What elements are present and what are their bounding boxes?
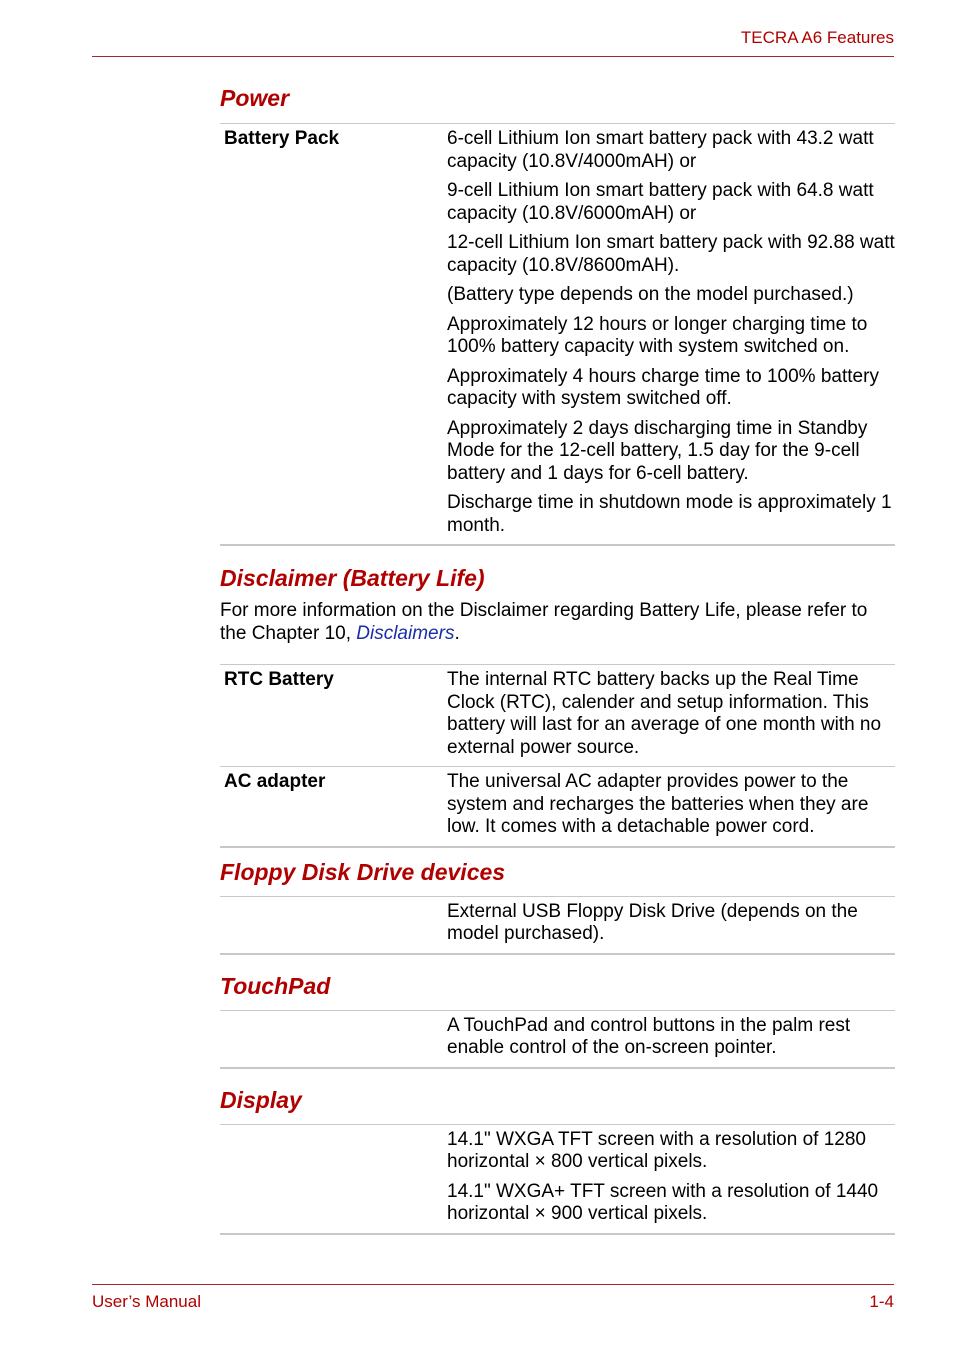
row-label-battery-pack: Battery Pack	[224, 128, 340, 149]
footer-manual-title: User’s Manual	[92, 1292, 201, 1311]
paragraph: 6-cell Lithium Ion smart battery pack with 43.2 watt capacity (10.8V/4000mAH) or	[447, 128, 874, 172]
section-heading-display: Display	[220, 1086, 302, 1113]
disclaimer-text-before: For more information on the Disclaimer regarding Battery Life, please refer to the Chapter 10,	[220, 600, 868, 644]
disclaimers-link[interactable]: Disclaimers	[356, 622, 455, 644]
floppy-table	[220, 896, 895, 955]
row-description-rtc-battery: The internal RTC battery backs up the Real Time Clock (RTC), calender and setup information. This battery will last for an average of one month with no external power source.	[447, 669, 882, 758]
row-description-battery-pack	[447, 124, 895, 546]
paragraph: Approximately 12 hours or longer charging time to 100% battery capacity with system switched on.	[447, 313, 868, 357]
table-row	[220, 665, 895, 767]
paragraph: (Battery type depends on the model purchased.)	[447, 284, 854, 305]
row-label-empty	[220, 1010, 447, 1068]
page-header-title: TECRA A6 Features	[740, 28, 894, 47]
header-rule	[92, 56, 894, 57]
row-label-rtc-battery: RTC Battery	[224, 669, 334, 690]
table-row	[220, 1124, 895, 1234]
row-description-touchpad: A TouchPad and control buttons in the palm rest enable control of the on-screen pointer.	[447, 1014, 851, 1058]
paragraph: 14.1" WXGA+ TFT screen with a resolution of 1440 horizontal × 900 vertical pixels.	[447, 1180, 879, 1224]
row-description-ac-adapter: The universal AC adapter provides power to the system and recharges the batteries when they are low. It comes with a detachable power cord.	[447, 771, 869, 837]
footer-rule	[92, 1284, 894, 1285]
page-content	[220, 84, 895, 1235]
disclaimer-text	[220, 600, 895, 645]
disclaimer-text-after: .	[454, 622, 460, 644]
paragraph: 12-cell Lithium Ion smart battery pack with 92.88 watt capacity (10.8V/8600mAH).	[447, 232, 895, 276]
row-label-ac-adapter: AC adapter	[224, 771, 326, 792]
section-heading-disclaimer: Disclaimer (Battery Life)	[220, 565, 485, 591]
paragraph: 9-cell Lithium Ion smart battery pack with 64.8 watt capacity (10.8V/6000mAH) or	[447, 180, 874, 224]
row-label-empty	[220, 896, 447, 954]
table-row	[220, 767, 895, 847]
row-description-display	[447, 1124, 895, 1234]
table-row	[220, 896, 895, 954]
table-row	[220, 1010, 895, 1068]
section-heading-floppy: Floppy Disk Drive devices	[220, 858, 506, 885]
row-description-floppy: External USB Floppy Disk Drive (depends on the model purchased).	[447, 900, 858, 944]
section-heading-touchpad: TouchPad	[220, 972, 331, 999]
paragraph: Approximately 2 days discharging time in Standby Mode for the 12-cell battery, 1.5 day for the 9-cell battery and 1 days for 6-cell battery.	[447, 417, 868, 484]
paragraph: Discharge time in shutdown mode is approximately 1 month.	[447, 492, 892, 536]
power-table	[220, 123, 895, 546]
page-number: 1-4	[869, 1292, 894, 1311]
touchpad-table	[220, 1010, 895, 1069]
table-row	[220, 124, 895, 546]
battery-adapter-table	[220, 664, 895, 848]
row-label-empty	[220, 1124, 447, 1234]
section-heading-power: Power	[220, 85, 290, 111]
paragraph: 14.1" WXGA TFT screen with a resolution of 1280 horizontal × 800 vertical pixels.	[447, 1128, 866, 1172]
display-table	[220, 1124, 895, 1235]
paragraph: Approximately 4 hours charge time to 100% battery capacity with system switched off.	[447, 365, 879, 409]
